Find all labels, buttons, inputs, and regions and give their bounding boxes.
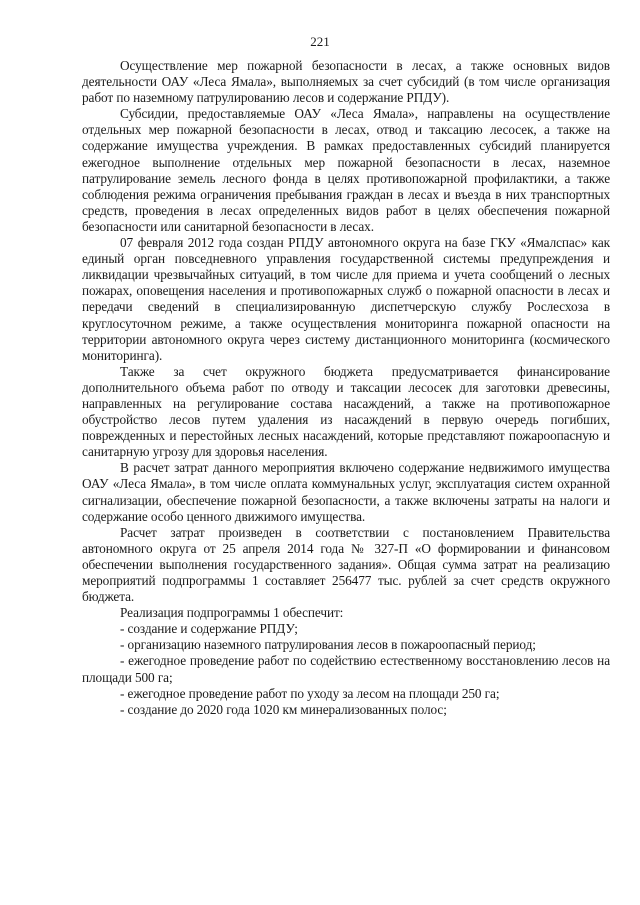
list-item: - создание и содержание РПДУ; — [120, 621, 298, 637]
paragraph-fire-safety-measures: Осуществление мер пожарной безопасности в лесах, а также основных видов деятельности ОАУ «Леса Ямала», выполняемых за счет субсидий (в том числе организация работ по наземному патрулированию лесов и содержание РПДУ). — [82, 58, 610, 106]
paragraph-cost-calculation: В расчет затрат данного мероприятия включено содержание недвижимого имущества ОАУ «Леса Ямала», в том числе оплата коммунальных услуг, эксплуатация систем охранной сигнализации, обеспечение пожарной безопасности, а также включены затраты на налоги и содержание особо ценного движимого имущества. — [82, 460, 610, 524]
list-item: - создание до 2020 года 1020 км минерализованных полос; — [120, 701, 447, 717]
list-item: - ежегодное проведение работ по уходу за лесом на площади 250 га; — [120, 685, 500, 701]
list-item: - организацию наземного патрулирования лесов в пожароопасный период; — [120, 637, 536, 653]
page-number: 221 — [310, 34, 330, 49]
paragraph-regulation-reference: Расчет затрат произведен в соответствии с постановлением Правительства автономного округа от 25 апреля 2014 года № 327-П «О формировании и финансовом обеспечении выполнения государственного задания». Общая сумма затрат на реализацию мероприятий подпрограммы 1 составляет 256477 тыс. рублей за счет средств окружного бюджета. — [82, 524, 610, 605]
paragraph-rpdu-creation: 07 февраля 2012 года создан РПДУ автономного округа на базе ГКУ «Ямалспас» как единый орган повседневного управления государственной системы предупреждения и ликвидации чрезвычайных ситуаций, в том числе для приема и учета сообщений о лесных пожарах, оповещения населения и противопожарных служб о пожарной опасности в лесах и передачи сведений в специализированную диспетчерскую службу Рослесхоза в круглосуточном режиме, а также осуществления мониторинга пожарной опасности на территории автономного округа через систему дистанционного мониторинга (космического мониторинга). — [82, 235, 610, 363]
paragraph-subsidies: Субсидии, предоставляемые ОАУ «Леса Ямала», направлены на осуществление отдельных мер пожарной безопасности в лесах, отвод и таксацию лесосек, а также на содержание имущества учреждения. В рамках предоставленных субсидий планируется ежегодное выполнение отдельных мер пожарной безопасности в лесах, наземное патрулирование земель лесного фонда в целях противопожарной профилактики, а также соблюдения режима ограничения пребывания граждан в лесах и въезда в них транспортных средств, проведения в лесах определенных видов работ в целях обеспечения пожарной безопасности или санитарной безопасности в лесах. — [82, 106, 610, 234]
paragraph-district-budget: Также за счет окружного бюджета предусматривается финансирование дополнительного объема работ по отводу и таксации лесосек для заготовки древесины, направленных на регулирование состава насаждений, а также на противопожарное обустройство лесов путем удаления из насаждений в первую очередь погибших, поврежденных и перестойных лесных насаждений, которые представляют пожароопасную и санитарную угрозу для здоровья населения. — [82, 363, 610, 460]
document-body — [82, 58, 610, 718]
list-intro: Реализация подпрограммы 1 обеспечит: — [120, 605, 344, 621]
list-item: - ежегодное проведение работ по содействию естественному восстановлению лесов на площади 500 га; — [82, 653, 610, 685]
